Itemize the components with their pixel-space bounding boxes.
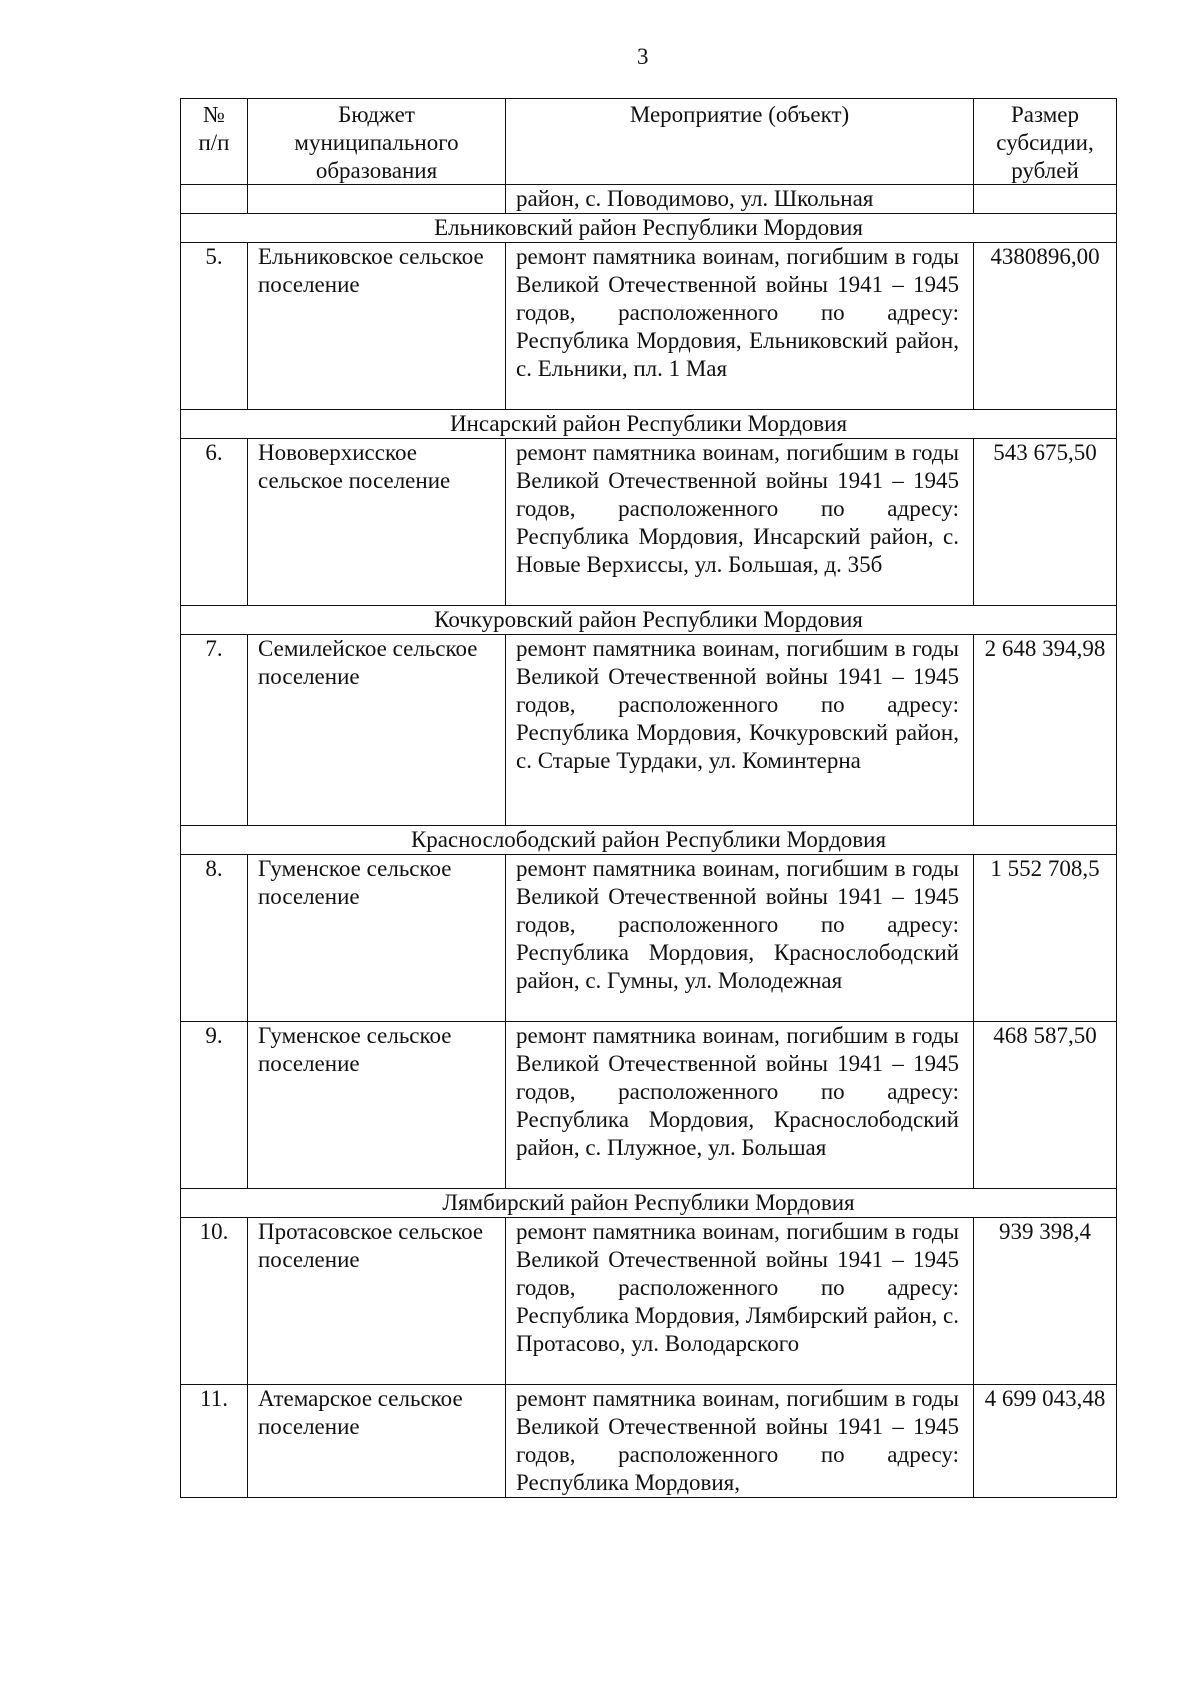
row-budget: Атемарское сельское поселение — [248, 1385, 506, 1497]
row-number: 11. — [181, 1385, 248, 1497]
row-event: ремонт памятника воинам, погибшим в годы Великой Отечественной войны 1941 – 1945 годов, расположенного по адресу: Республика Мордовия, Лямбирский район, с. Протасово, ул. Володарского — [506, 1218, 974, 1385]
table-row — [181, 635, 1117, 826]
table-row — [181, 439, 1117, 606]
table-row — [181, 1218, 1117, 1385]
header-num-line: п/п — [198, 129, 230, 155]
header-budget-line: образования — [315, 157, 438, 183]
row-budget: Протасовское сельское поселение — [248, 1218, 506, 1385]
cell-empty — [248, 185, 506, 214]
row-number: 8. — [181, 855, 248, 1022]
table-row — [181, 1022, 1117, 1189]
header-budget — [248, 99, 506, 185]
row-event: ремонт памятника воинам, погибшим в годы Великой Отечественной войны 1941 – 1945 годов, расположенного по адресу: Республика Мордовия, Кочкуровский район, с. Старые Турдаки, ул. Коминтерна — [506, 635, 974, 826]
district-heading: Кочкуровский район Республики Мордовия — [181, 606, 1117, 635]
district-heading: Краснослободский район Республики Мордовия — [181, 826, 1117, 855]
header-budget-line: муниципального — [294, 129, 459, 155]
row-event: ремонт памятника воинам, погибшим в годы Великой Отечественной войны 1941 – 1945 годов, расположенного по адресу: Республика Мордовия, Ельниковский район, с. Ельники, пл. 1 Мая — [506, 243, 974, 410]
continuation-text: район, с. Поводимово, ул. Школьная — [506, 185, 974, 214]
continuation-row — [181, 185, 1117, 214]
header-amount-line: субсидии, — [996, 129, 1094, 155]
row-amount: 1 552 708,5 — [974, 855, 1117, 1022]
row-number: 5. — [181, 243, 248, 410]
row-amount: 4 699 043,48 — [974, 1385, 1117, 1497]
row-number: 6. — [181, 439, 248, 606]
row-number: 10. — [181, 1218, 248, 1385]
district-row — [181, 826, 1117, 855]
table-row — [181, 855, 1117, 1022]
header-amount-line: рублей — [1011, 157, 1079, 183]
row-amount: 939 398,4 — [974, 1218, 1117, 1385]
district-heading: Ельниковский район Республики Мордовия — [181, 214, 1117, 243]
header-event-line: Мероприятие (объект) — [629, 102, 850, 127]
row-amount: 2 648 394,98 — [974, 635, 1117, 826]
row-budget: Гуменское сельское поселение — [248, 855, 506, 1022]
row-amount: 468 587,50 — [974, 1022, 1117, 1189]
district-row — [181, 214, 1117, 243]
row-amount: 543 675,50 — [974, 439, 1117, 606]
row-event: ремонт памятника воинам, погибшим в годы Великой Отечественной войны 1941 – 1945 годов, расположенного по адресу: Республика Мордовия, Краснослободский район, с. Гумны, ул. Молодежная — [506, 855, 974, 1022]
district-row — [181, 1189, 1117, 1218]
header-event — [506, 99, 974, 185]
district-row — [181, 410, 1117, 439]
cell-empty — [181, 185, 248, 214]
row-event: ремонт памятника воинам, погибшим в годы Великой Отечественной войны 1941 – 1945 годов, расположенного по адресу: Республика Мордовия, Краснослободский район, с. Плужное, ул. Большая — [506, 1022, 974, 1189]
page-number: 3 — [637, 44, 649, 69]
row-event: ремонт памятника воинам, погибшим в годы Великой Отечественной войны 1941 – 1945 годов, расположенного по адресу: Республика Мордовия, Инсарский район, с. Новые Верхиссы, ул. Большая, д. 35б — [506, 439, 974, 606]
header-amount-line: Размер — [1010, 102, 1080, 127]
header-num-line: № — [203, 102, 225, 127]
table-row — [181, 243, 1117, 410]
table-header-row — [181, 99, 1117, 185]
cell-empty — [974, 185, 1117, 214]
row-budget: Семилейское сельское поселение — [248, 635, 506, 826]
district-heading: Лямбирский район Республики Мордовия — [181, 1189, 1117, 1218]
table-row — [181, 1385, 1117, 1497]
row-budget: Ельниковское сельское поселение — [248, 243, 506, 410]
district-row — [181, 606, 1117, 635]
row-event: ремонт памятника воинам, погибшим в годы Великой Отечественной войны 1941 – 1945 годов, расположенного по адресу: Республика Мордовия, — [506, 1385, 974, 1497]
district-heading: Инсарский район Республики Мордовия — [181, 410, 1117, 439]
row-amount: 4380896,00 — [974, 243, 1117, 410]
subsidy-table — [180, 98, 1117, 1498]
row-number: 9. — [181, 1022, 248, 1189]
header-budget-line: Бюджет — [338, 102, 415, 127]
row-budget: Нововерхисское сельское поселение — [248, 439, 506, 606]
header-num — [181, 99, 248, 185]
header-amount — [974, 99, 1117, 185]
row-number: 7. — [181, 635, 248, 826]
row-budget: Гуменское сельское поселение — [248, 1022, 506, 1189]
